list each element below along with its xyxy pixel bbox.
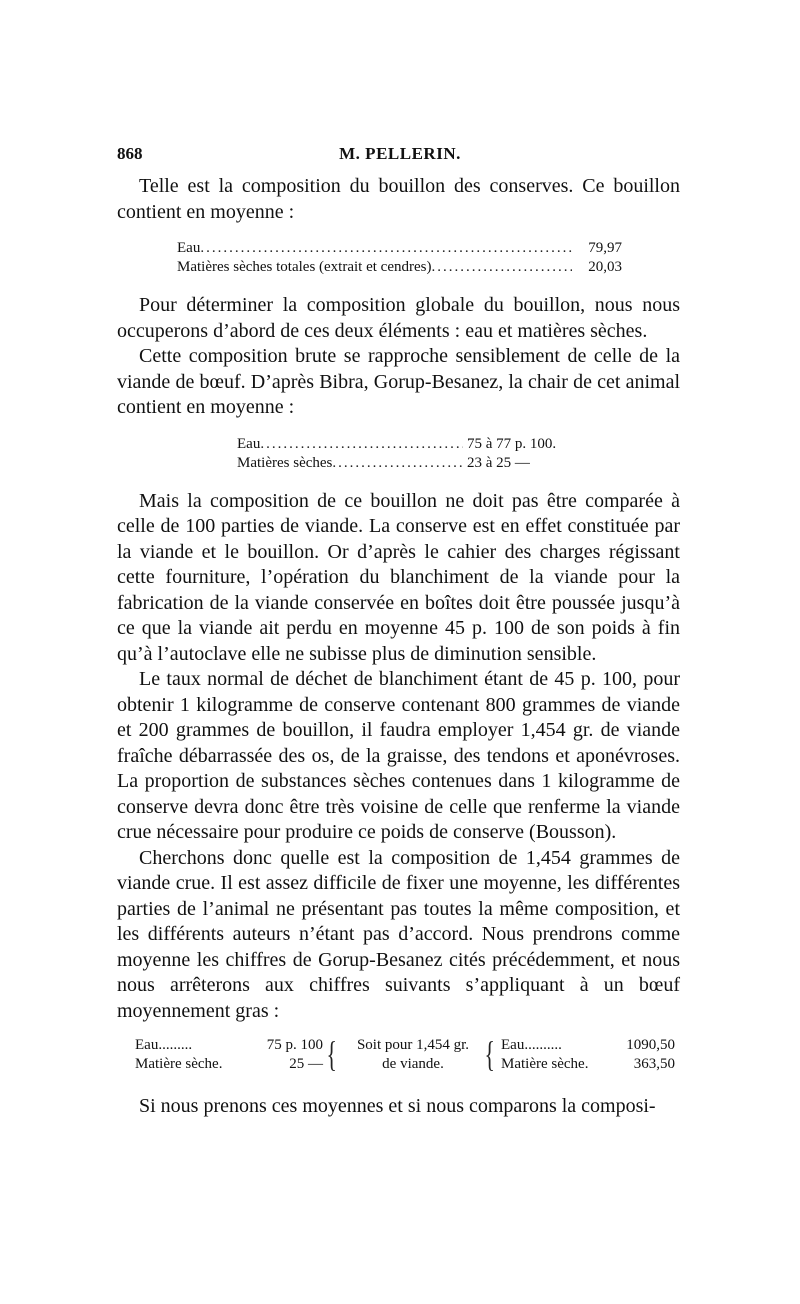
- row-value: 20,03: [588, 259, 622, 275]
- paragraph: Mais la composition de ce bouillon ne doit pas être comparée à celle de 100 parties de viande. La conserve est en effet constituée par la viande et le bouillon. Or d’après le cahier des charges régissant cette fourniture, l’opération du blanchiment de la viande pour la fabrication de la viande conservée en boîtes doit être poussée jusqu’à ce que la viande ait perdu en moyenne 45 p. 100 de son poids à fin qu’à l’autoclave elle ne subisse plus de diminution sensible.: [117, 489, 680, 665]
- table-row: [177, 258, 622, 277]
- dot-leader: [431, 258, 572, 277]
- row-value: 75 p. 100: [266, 1037, 323, 1053]
- row-label: Eau: [177, 240, 201, 256]
- row-value: 1090,50: [626, 1037, 675, 1053]
- table-row: [237, 454, 592, 473]
- row-label: Matières sèches: [237, 454, 333, 471]
- row-label: Matière sèche.: [501, 1056, 589, 1072]
- table-row: [177, 239, 622, 258]
- row-value: 75 à 77 p. 100.: [467, 435, 557, 452]
- row-value: 79,97: [588, 240, 622, 256]
- left-brace: {: [326, 1034, 337, 1074]
- right-brace: {: [484, 1034, 495, 1074]
- table-row: [237, 435, 592, 454]
- right-labels: [501, 1036, 613, 1074]
- paragraph: Le taux normal de déchet de blanchiment étant de 45 p. 100, pour obtenir 1 kilogramme de conserve contenant 800 grammes de viande et 200 grammes de bouillon, il faudra employer 1,454 gr. de viande fraîche débarrassée des os, de la graisse, des tendons et aponévroses. La proportion de substances sèches contenues dans 1 kilogramme de conserve devra donc être très voisine de celle que renferme la viande crue nécessaire pour produire ce poids de conserve (Bousson).: [117, 668, 680, 843]
- middle-text: [343, 1036, 483, 1074]
- dot-leader: [260, 435, 463, 454]
- bouillon-composition-table: [177, 239, 622, 277]
- dot-leader: [332, 454, 463, 473]
- row-value: 23 à 25 —: [467, 454, 530, 471]
- row-label: Matière sèche.: [135, 1056, 223, 1072]
- page-number: 868: [117, 144, 143, 163]
- viande-composition-table: [237, 435, 592, 473]
- body-text: [117, 174, 680, 1120]
- row-label: Eau: [237, 435, 261, 452]
- paragraph: Telle est la composition du bouillon des conserves. Ce bouillon contient en moyenne :: [117, 175, 680, 223]
- left-labels: [135, 1036, 247, 1074]
- left-values: [255, 1036, 323, 1074]
- paragraph: Pour déterminer la composition globale du bouillon, nous nous occuperons d’abord de ces deux éléments : eau et matières sèches.: [117, 294, 680, 342]
- boeuf-composition-table: [135, 1036, 675, 1076]
- paragraph: Cherchons donc quelle est la composition de 1,454 grammes de viande crue. Il est assez difficile de fixer une moyenne, les différentes parties de l’animal ne présentant pas toutes la même composition, et les différents auteurs n’étant pas d’accord. Nous prendrons comme moyenne les chiffres de Gorup-Besanez cités précédemment, et nous nous arrêterons aux chiffres suivants s’appliquant à un bœuf moyennement gras :: [117, 846, 680, 1022]
- right-values: [613, 1036, 675, 1074]
- page-header: [117, 144, 683, 168]
- row-label: Eau.........: [135, 1037, 193, 1053]
- row-value: 363,50: [633, 1056, 675, 1072]
- running-title: M. PELLERIN.: [339, 144, 461, 163]
- dot-leader: [200, 239, 572, 258]
- middle-line: de viande.: [382, 1056, 444, 1072]
- row-label: Eau..........: [501, 1037, 562, 1053]
- row-value: 25 —: [289, 1056, 323, 1072]
- middle-line: Soit pour 1,454 gr.: [356, 1037, 470, 1053]
- paragraph: Cette composition brute se rapproche sensiblement de celle de la viande de bœuf. D’après Bibra, Gorup-Besanez, la chair de cet animal contient en moyenne :: [117, 345, 680, 418]
- paragraph: Si nous prenons ces moyennes et si nous comparons la composi-: [139, 1095, 656, 1117]
- row-label: Matières sèches totales (extrait et cendres): [177, 259, 432, 275]
